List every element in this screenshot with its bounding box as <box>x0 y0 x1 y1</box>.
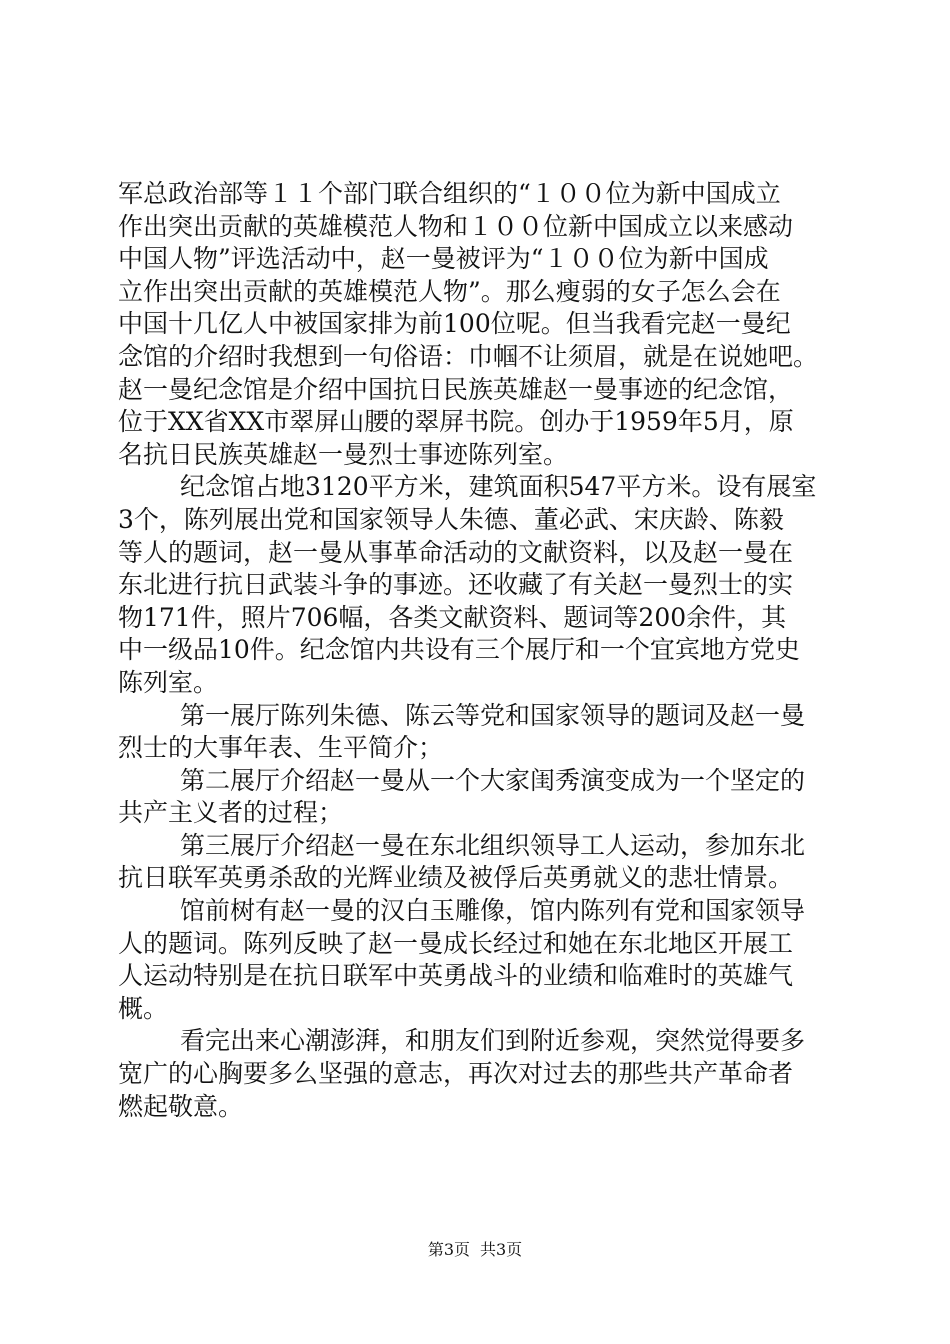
text-line: 名抗日民族英雄赵一曼烈士事迹陈列室。 <box>118 439 569 469</box>
text-line: 烈士的大事年表、生平简介； <box>118 733 444 763</box>
text-line: 立作出突出贡献的英雄模范人物”。那么瘦弱的女子怎么会在 <box>118 276 781 306</box>
text-line: 东北进行抗日武装斗争的事迹。还收藏了有关赵一曼烈士的实 <box>118 570 794 600</box>
paragraph-start-line: 第三展厅介绍赵一曼在东北组织领导工人运动，参加东北 <box>180 830 806 860</box>
text-line: 燃起敬意。 <box>118 1091 244 1121</box>
text-line: 中国十几亿人中被国家排为前100位呢。但当我看完赵一曼纪 <box>118 309 791 339</box>
page-footer <box>0 1240 950 1260</box>
text-line: 人运动特别是在抗日联军中英勇战斗的业绩和临难时的英雄气 <box>118 961 794 991</box>
text-line: 中国人物”评选活动中，赵一曼被评为“１００位为新中国成 <box>118 244 769 274</box>
text-line: 位于XX省XX市翠屏山腰的翠屏书院。创办于1959年5月，原 <box>118 407 794 437</box>
paragraph-start-line: 纪念馆占地3120平方米，建筑面积547平方米。设有展室 <box>180 472 817 502</box>
text-line: 军总政治部等１１个部门联合组织的“１００位为新中国成立 <box>118 179 781 208</box>
text-line: 人的题词。陈列反映了赵一曼成长经过和她在东北地区开展工 <box>118 928 794 958</box>
text-line: 物171件，照片706幅，各类文献资料、题词等200余件，其 <box>118 602 787 632</box>
text-line: 抗日联军英勇杀敌的光辉业绩及被俘后英勇就义的悲壮情景。 <box>118 863 794 893</box>
page-total: 共3页 <box>480 1240 523 1259</box>
text-line: 作出突出贡献的英雄模范人物和１００位新中国成立以来感动 <box>118 211 794 241</box>
paragraph-start-line: 第二展厅介绍赵一曼从一个大家闺秀演变成为一个坚定的 <box>180 765 806 795</box>
text-line: 等人的题词，赵一曼从事革命活动的文献资料，以及赵一曼在 <box>118 537 794 567</box>
paragraph-start-line: 馆前树有赵一曼的汉白玉雕像，馆内陈列有党和国家领导 <box>180 896 806 926</box>
text-line: 宽广的心胸要多么坚强的意志，再次对过去的那些共产革命者 <box>118 1059 794 1089</box>
document-body <box>118 178 838 1123</box>
paragraph-start-line: 第一展厅陈列朱德、陈云等党和国家领导的题词及赵一曼 <box>180 700 806 730</box>
text-line: 中一级品10件。纪念馆内共设有三个展厅和一个宜宾地方党史 <box>118 635 800 665</box>
text-line: 念馆的介绍时我想到一句俗语：巾帼不让须眉，就是在说她吧。 <box>118 341 819 371</box>
text-line: 3个，陈列展出党和国家领导人朱德、董必武、宋庆龄、陈毅 <box>118 504 784 534</box>
text-line: 赵一曼纪念馆是介绍中国抗日民族英雄赵一曼事迹的纪念馆， <box>118 374 794 404</box>
page-number: 第3页 <box>427 1240 470 1259</box>
text-line: 共产主义者的过程； <box>118 798 344 828</box>
paragraph-start-line: 看完出来心潮澎湃，和朋友们到附近参观，突然觉得要多 <box>180 1026 806 1056</box>
text-line: 概。 <box>118 993 169 1023</box>
text-line: 陈列室。 <box>118 667 219 697</box>
